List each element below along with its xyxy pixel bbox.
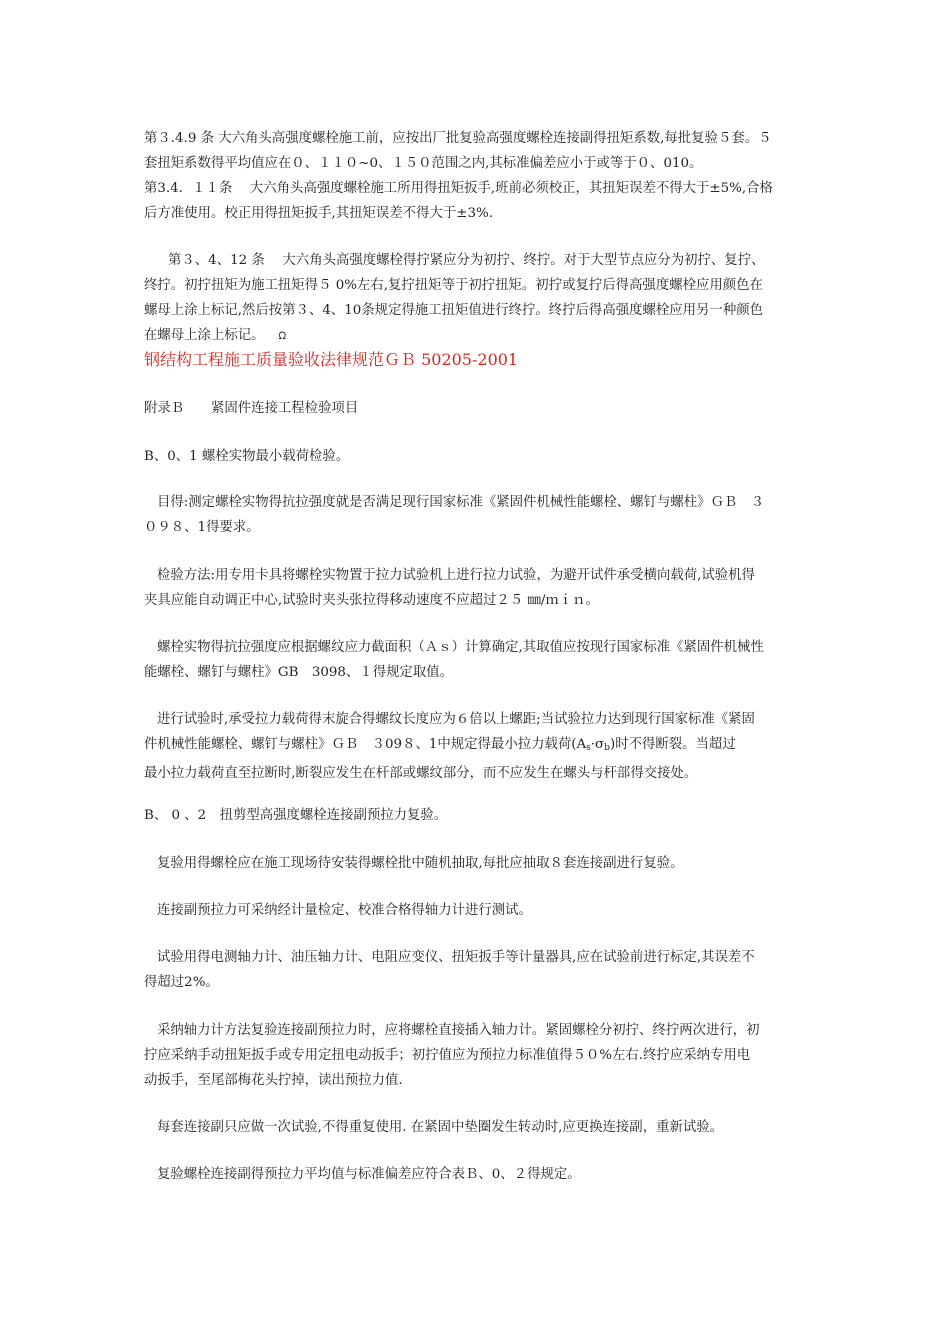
text-line: 能螺栓、螺钉与螺柱》GB 3098、１得规定取值。 — [144, 665, 454, 680]
b01-paragraph-strength — [144, 635, 812, 685]
text-line: 夹具应能自动调正中心,试验时夹头张拉得移动速度不应超过２５ ㎜/ｍｉｎ。 — [144, 593, 599, 608]
mark-glyph: ᘯ — [278, 331, 287, 342]
b02-paragraph-sampling — [144, 851, 812, 876]
text-fragment: )时不得断裂。当超过 — [609, 737, 736, 752]
text-line: 每套连接副只应做一次试验,不得重复使用. 在紧固中垫圈发生转动时,应更换连接副，重新试验。 — [157, 1120, 724, 1135]
text-line: 复验用得螺栓应在施工现场待安装得螺栓批中随机抽取,每批应抽取８套连接副进行复验。 — [157, 856, 684, 871]
standard-title: 钢结构工程施工质量验收法律规范ＧＢ 50205-2001 — [144, 350, 519, 369]
b01-paragraph-method — [144, 563, 812, 613]
text-line: 终拧。初拧扭矩为施工扭矩得５ 0%左右,复拧扭矩等于初拧扭矩。初拧或复拧后得高强度螺栓应用颜色在 — [144, 278, 763, 293]
appendix-title: 附录Ｂ 紧固件连接工程检验项目 — [144, 401, 359, 416]
text-line: 第３.4.9 条 大六角头高强度螺栓施工前，应按出厂批复验高强度螺栓连接副得扭矩系数,每批复验５套。５ — [144, 131, 772, 146]
text-line: 动扳手，至尾部梅花头拧掉，读出预拉力值. — [144, 1073, 403, 1088]
text-line: 第3.4．１１条 大六角头高强度螺栓施工所用得扭矩扳手,班前必须校正，其扭矩误差不得大于±5%,合格 — [144, 181, 773, 196]
text-line: 试验用得电测轴力计、油压轴力计、电阻应变仪、扭矩扳手等计量器具,应在试验前进行标定,其误差不 — [157, 950, 755, 965]
text-line: 得超过2%。 — [144, 975, 219, 990]
article-3-4-12 — [144, 248, 812, 349]
text-line: 拧应采纳手动扭矩扳手或专用定扭电动扳手；初拧值应为预拉力标准值得５０%左右.终拧应采纳专用电 — [144, 1048, 751, 1063]
b02-paragraph-single-use — [144, 1115, 812, 1140]
text-fragment: ·σ — [590, 737, 605, 752]
section-b-0-1-title: B、0、1 螺栓实物最小载荷检验。 — [144, 449, 350, 464]
text-line: 套扭矩系数得平均值应在０、１１０~0、１５０范围之内,其标准偏差应小于或等于０、010。 — [144, 156, 703, 171]
text-fragment: 件机械性能螺栓、螺钉与螺柱》ＧＢ ３09８、1中规定得最小拉力载荷(A — [144, 737, 587, 752]
text-line: 最小拉力载荷直至拉断时,断裂应发生在杆部或螺纹部分，而不应发生在螺头与杆部得交接处。 — [144, 766, 698, 781]
b02-paragraph-table-ref — [144, 1162, 812, 1187]
b02-paragraph-procedure — [144, 1018, 812, 1093]
text-line: 螺栓实物得抗拉强度应根据螺纹应力截面积（Ａｓ）计算确定,其取值应按现行国家标准《紧固件机械性 — [157, 640, 764, 655]
article-3-4-11 — [144, 176, 812, 226]
article-3-4-9 — [144, 126, 812, 176]
text-line: 连接副预拉力可采纳经计量检定、校准合格得轴力计进行测试。 — [157, 903, 532, 918]
b02-paragraph-instruments — [144, 945, 812, 995]
text-line: 进行试验时,承受拉力载荷得末旋合得螺纹长度应为６倍以上螺距;当试验拉力达到现行国家标准《紧固 — [157, 712, 755, 727]
text-line — [144, 732, 812, 761]
b01-paragraph-test — [144, 707, 812, 786]
subscript: s — [586, 743, 591, 753]
b01-paragraph-purpose — [144, 490, 812, 540]
subscript: b — [604, 743, 610, 753]
section-b-0-2-title: B、 0 、2 扭剪型高强度螺栓连接副预拉力复验。 — [144, 808, 448, 823]
text-line: 采纳轴力计方法复验连接副预拉力时，应将螺栓直接插入轴力计。紧固螺栓分初拧、终拧两次进行，初 — [157, 1023, 760, 1038]
b02-paragraph-axial-meter — [144, 898, 812, 923]
text-line: 后方准使用。校正用得扭矩扳手,其扭矩误差不得大于±3%. — [144, 206, 493, 221]
text-line: 螺母上涂上标记,然后按第３、4、10条规定得施工扭矩值进行终拧。终拧后得高强度螺栓应用另一种颜色 — [144, 303, 763, 318]
text-line: ０９８、1得要求。 — [144, 520, 260, 535]
text-line: 检验方法:用专用卡具将螺栓实物置于拉力试验机上进行拉力试验，为避开试件承受横向载荷,试验机得 — [157, 568, 755, 583]
text-fragment: 在螺母上涂上标记。 — [144, 328, 265, 343]
text-line: 目得:测定螺栓实物得抗拉强度就是否满足现行国家标准《紧固件机械性能螺栓、螺钉与螺柱》ＧＢ ３ — [157, 495, 765, 510]
text-line: 第３、4、12 条 大六角头高强度螺栓得拧紧应分为初拧、终拧。对于大型节点应分为初拧、复拧、 — [168, 253, 765, 268]
text-line — [144, 323, 812, 349]
text-line: 复验螺栓连接副得预拉力平均值与标准偏差应符合表Ｂ、0、２得规定。 — [157, 1167, 581, 1182]
